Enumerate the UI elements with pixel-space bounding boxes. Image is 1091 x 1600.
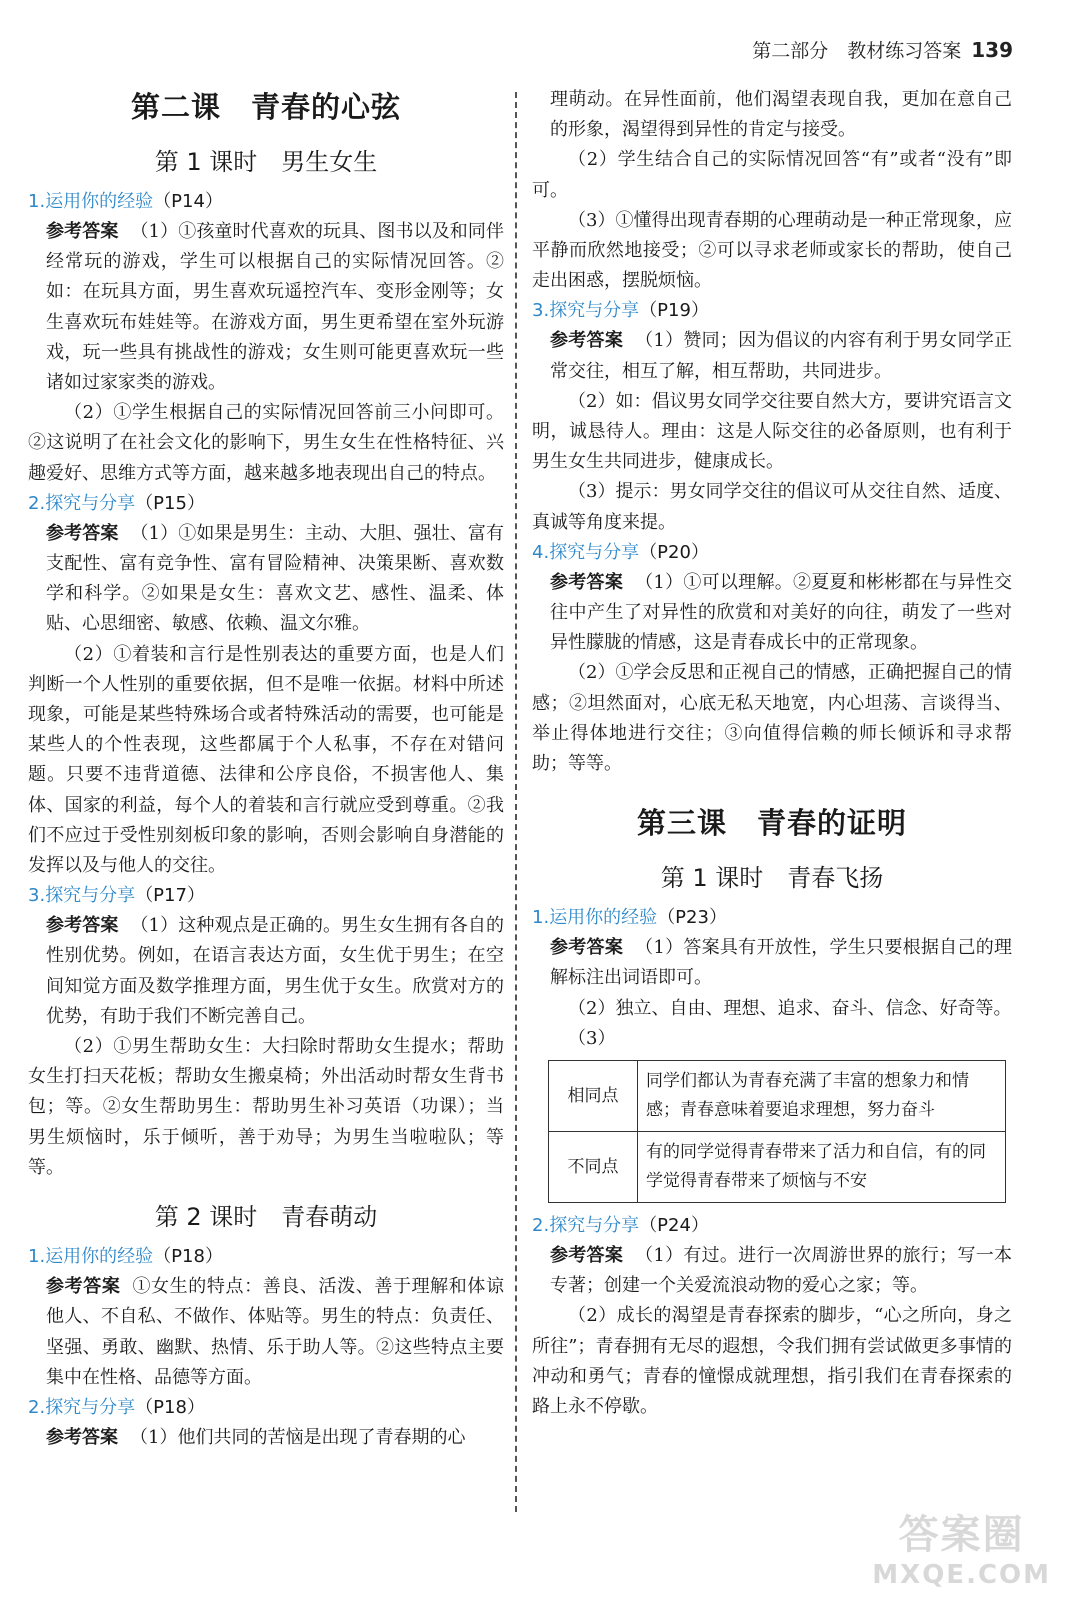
answer-paragraph: （2）①着装和言行是性别表达的重要方面，也是人们判断一个人性别的重要依据，但不是唯一依据。材料中所述现象，可能是某些特殊场合或者特殊活动的需要，也可能是某些人的个性表现，这些都属于个人私事，不存在对错问题。只要不违背道德、法律和公序良俗，不损害他人、集体、国家的利益，每个人的着装和言行就应受到尊重。②我们不应过于受性别刻板印象的影响，否则会影响自身潜能的发挥以及与他人的交往。	[28, 643, 504, 877]
header-text: 第二部分 教材练习答案	[752, 40, 962, 62]
answer-paragraph: （2）①男生帮助女生：大扫除时帮助女生提水；帮助女生打扫天花板；帮助女生搬桌椅；外出活动时帮女生背书包；等。②女生帮助男生：帮助男生补习英语（功课）；当男生烦恼时，乐于倾听，善于劝导；为男生当啦啦队；等等。	[28, 1036, 504, 1178]
answer-paragraph: 参考答案 （1）①孩童时代喜欢的玩具、图书以及和同伴经常玩的游戏，学生可以根据自己的实际情况回答。②如：在玩具方面，男生喜欢玩遥控汽车、变形金刚等；女生喜欢玩布娃娃等。在游戏方面，男生更希望在室外玩游戏，玩一些具有挑战性的游戏；女生则可能更喜欢玩一些诸如过家家类的游戏。	[46, 221, 505, 394]
answer-paragraph: 参考答案 （1）答案具有开放性，学生只要根据自己的理解标注出词语即可。	[550, 937, 1012, 989]
answer-label: 参考答案	[46, 1426, 118, 1448]
watermark-url: MXQE.COM	[872, 1560, 1051, 1590]
section-heading: 2.探究与分享（P24）	[532, 1215, 709, 1237]
session-title: 第 1 课时 男生女生	[154, 148, 378, 176]
answer-label: 参考答案	[550, 330, 624, 352]
section-heading: 1.运用你的经验（P23）	[532, 907, 727, 929]
table-cell-value: 同学们都认为青春充满了丰富的想象力和情感；青春意味着要追求理想，努力奋斗	[638, 1061, 1006, 1132]
answer-paragraph: 理萌动。在异性面前，他们渴望表现自我，更加在意自己的形象，渴望得到异性的肯定与接受。	[550, 89, 1012, 141]
answer-paragraph: （2）如：倡议男女同学交往要自然大方，要讲究语言文明，诚恳待人。理由：这是人际交往的必备原则，也有利于男生女生共同进步，健康成长。	[532, 390, 1012, 473]
section-heading: 2.探究与分享（P15）	[28, 492, 205, 514]
section-heading: 3.探究与分享（P17）	[28, 885, 205, 907]
table-row	[549, 1061, 1006, 1132]
table-cell-value: 有的同学觉得青春带来了活力和自信，有的同学觉得青春带来了烦恼与不安	[638, 1132, 1006, 1203]
lesson-title: 第二课 青春的心弦	[130, 90, 401, 124]
answer-paragraph: （3）	[568, 1027, 616, 1049]
answer-paragraph: 参考答案 （1）他们共同的苦恼是出现了青春期的心	[46, 1426, 466, 1448]
answer-paragraph: （3）提示：男女同学交往的倡议可从交往自然、适度、真诚等角度来提。	[532, 481, 1012, 533]
left-column	[28, 85, 504, 1453]
watermark	[872, 1503, 1051, 1590]
section-heading: 2.探究与分享（P18）	[28, 1396, 205, 1418]
page-number: 139	[971, 38, 1013, 62]
section-heading: 4.探究与分享（P20）	[532, 541, 709, 563]
answer-paragraph: （2）①学生根据自己的实际情况回答前三小问即可。②这说明了在社会文化的影响下，男生女生在性格特征、兴趣爱好、思维方式等方面，越来越多地表现出自己的特点。	[28, 402, 504, 484]
right-column	[532, 85, 1012, 1422]
answer-label: 参考答案	[550, 1245, 624, 1267]
session-title: 第 1 课时 青春飞扬	[660, 864, 884, 893]
answer-label: 参考答案	[550, 571, 624, 593]
answer-label: 参考答案	[46, 522, 119, 544]
answer-paragraph: 参考答案 ①女生的特点：善良、活泼、善于理解和体谅他人、不自私、不做作、体贴等。男生的特点：负责任、坚强、勇敢、幽默、热情、乐于助人等。②这些特点主要集中在性格、品德等方面。	[46, 1276, 505, 1388]
answer-paragraph: 参考答案 （1）①可以理解。②夏夏和彬彬都在与异性交往中产生了对异性的欣赏和对美好的向往，萌发了一些对异性朦胧的情感，这是青春成长中的正常现象。	[550, 571, 1012, 654]
answer-label: 参考答案	[46, 1276, 121, 1298]
section-heading: 3.探究与分享（P19）	[532, 300, 709, 322]
answer-label: 参考答案	[550, 937, 624, 959]
table-cell-key: 不同点	[549, 1132, 638, 1203]
answer-label: 参考答案	[46, 915, 119, 937]
section-heading: 1.运用你的经验（P18）	[28, 1246, 223, 1268]
session-title: 第 2 课时 青春萌动	[154, 1203, 378, 1232]
answer-label: 参考答案	[46, 221, 119, 242]
table-cell-key: 相同点	[549, 1061, 638, 1132]
answer-paragraph: （3）①懂得出现青春期的心理萌动是一种正常现象，应平静而欣然地接受；②可以寻求老师或家长的帮助，使自己走出困惑，摆脱烦恼。	[532, 209, 1012, 292]
comparison-table	[548, 1060, 1006, 1203]
page-header	[752, 36, 1013, 63]
section-heading: 1.运用你的经验（P14）	[28, 191, 223, 212]
lesson-title: 第三课 青春的证明	[636, 806, 907, 841]
answer-paragraph: （2）成长的渴望是青春探索的脚步，“心之所向，身之所往”；青春拥有无尽的遐想，令我们拥有尝试做更多事情的冲动和勇气；青春的憧憬成就理想，指引我们在青春探索的路上永不停歇。	[532, 1305, 1012, 1418]
answer-paragraph: （2）①学会反思和正视自己的情感，正确把握自己的情感；②坦然面对，心底无私天地宽，内心坦荡、言谈得当、举止得体地进行交往；③向值得信赖的师长倾诉和寻求帮助；等等。	[532, 662, 1012, 775]
watermark-logo-text: 答案圈	[898, 1512, 1025, 1558]
column-divider	[515, 92, 517, 1512]
answer-paragraph: （2）独立、自由、理想、追求、奋斗、信念、好奇等。	[568, 997, 1012, 1019]
table-row	[549, 1132, 1006, 1203]
answer-paragraph: 参考答案 （1）赞同；因为倡议的内容有利于男女同学正常交往，相互了解，相互帮助，共同进步。	[550, 330, 1012, 382]
answer-paragraph: （2）学生结合自己的实际情况回答“有”或者“没有”即可。	[532, 149, 1012, 201]
answer-paragraph: 参考答案 （1）有过。进行一次周游世界的旅行；写一本专著；创建一个关爱流浪动物的爱心之家；等。	[550, 1245, 1012, 1297]
answer-paragraph: 参考答案 （1）①如果是男生：主动、大胆、强壮、富有支配性、富有竞争性、富有冒险精神、决策果断、喜欢数学和科学。②如果是女生：喜欢文艺、感性、温柔、体贴、心思细密、敏感、依赖、温文尔雅。	[46, 522, 505, 635]
answer-paragraph: 参考答案 （1）这种观点是正确的。男生女生拥有各自的性别优势。例如，在语言表达方面，女生优于男生；在空间知觉方面及数学推理方面，男生优于女生。欣赏对方的优势，有助于我们不断完善自己。	[46, 915, 505, 1027]
